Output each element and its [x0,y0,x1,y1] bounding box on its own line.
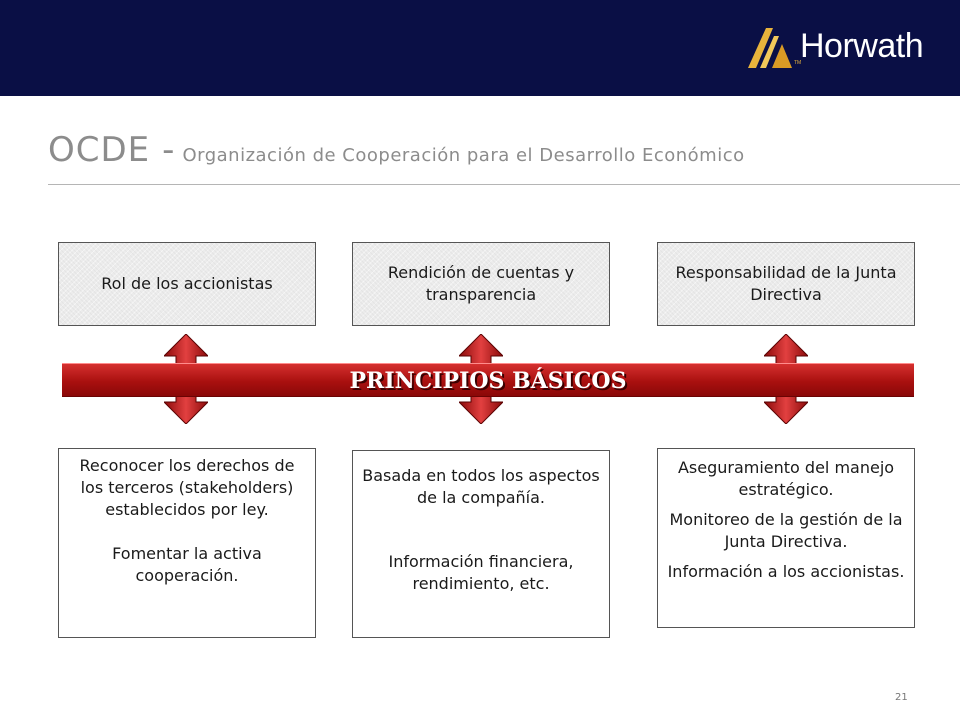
page-title [48,130,745,170]
detail-text: Basada en todos los aspectos de la compañía. [362,466,600,507]
title-subtitle: Organización de Cooperación para el Desarrollo Económico [182,145,745,166]
brand-name: Horwath [800,27,924,65]
title-main: OCDE [48,130,151,170]
detail-text: Información financiera, rendimiento, etc. [388,552,574,593]
principle-box-accountability [352,242,610,326]
principles-banner [62,363,914,397]
horwath-chevron-icon [746,24,796,72]
principle-box-board [657,242,915,326]
detail-text: Monitoreo de la gestión de la Junta Directiva. [669,510,903,551]
trademark: TM [794,60,802,66]
title-separator: - [162,130,175,170]
principle-label: Rendición de cuentas y transparencia [387,263,575,304]
principle-label: Rol de los accionistas [101,274,273,293]
detail-text: Aseguramiento del manejo estratégico. [677,458,895,499]
detail-box-accountability [352,450,610,638]
detail-box-shareholders [58,448,316,638]
detail-text: Reconocer los derechos de los terceros (stakeholders) establecidos por ley. [79,456,295,519]
horwath-logo [746,24,924,72]
detail-text: Información a los accionistas. [667,562,905,581]
principle-box-shareholders [58,242,316,326]
principle-label: Responsabilidad de la Junta Directiva [675,263,897,304]
banner-label: PRINCIPIOS BÁSICOS [349,368,627,394]
detail-text: Fomentar la activa cooperación. [112,544,262,585]
header-bar [0,0,960,96]
title-divider [48,184,960,185]
detail-box-board [657,448,915,628]
page-number: 21 [895,692,908,703]
